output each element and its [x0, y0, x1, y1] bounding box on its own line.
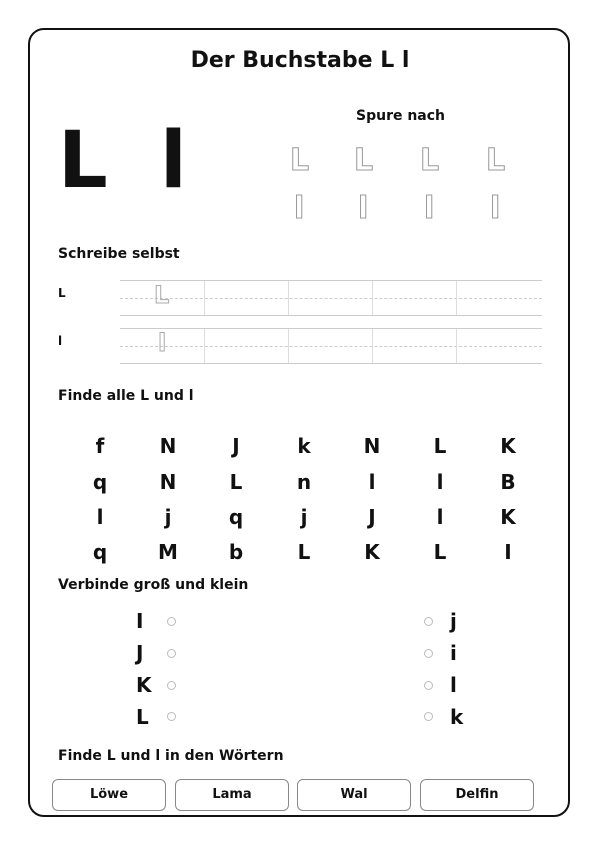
connect-dot-left[interactable]	[167, 681, 176, 690]
trace-upper-1: L	[290, 143, 310, 178]
trace-heading: Spure nach	[356, 108, 446, 124]
grid-letter[interactable]: I	[504, 540, 512, 564]
grid-letter[interactable]: b	[228, 540, 244, 564]
grid-letter[interactable]: K	[500, 505, 516, 529]
big-lowercase-letter: l	[160, 116, 187, 206]
connect-heading: Verbinde groß und klein	[58, 577, 249, 593]
write-ghost-letter: l	[158, 329, 167, 357]
grid-letter[interactable]: J	[232, 434, 240, 458]
page-title: Der Buchstabe L l	[190, 48, 410, 73]
write-row-label: l	[58, 334, 63, 348]
connect-right-letter: i	[450, 641, 457, 665]
write-ghost-letter: L	[154, 281, 170, 309]
trace-lower-1: l	[294, 191, 305, 226]
word-button-loewe[interactable]: Löwe	[52, 779, 166, 811]
connect-right-letter: l	[450, 673, 457, 697]
trace-lower-2: l	[358, 191, 369, 226]
grid-letter[interactable]: f	[95, 434, 105, 458]
write-line-upper[interactable]	[120, 280, 542, 316]
grid-letter[interactable]: B	[500, 470, 516, 494]
grid-letter[interactable]: l	[368, 470, 376, 494]
connect-dot-right[interactable]	[424, 712, 433, 721]
grid-letter[interactable]: K	[364, 540, 380, 564]
trace-lower-3: l	[424, 191, 435, 226]
grid-letter[interactable]: L	[229, 470, 243, 494]
big-uppercase-letter: L	[58, 116, 108, 206]
grid-letter[interactable]: N	[159, 434, 177, 458]
connect-right-letter: j	[450, 609, 457, 633]
trace-upper-4: L	[486, 143, 506, 178]
grid-letter[interactable]: q	[228, 505, 244, 529]
connect-left-letter: J	[136, 641, 144, 665]
grid-letter[interactable]: L	[297, 540, 311, 564]
write-row-label: L	[58, 286, 66, 300]
grid-letter[interactable]: L	[433, 540, 447, 564]
grid-letter[interactable]: n	[296, 470, 312, 494]
grid-letter[interactable]: K	[500, 434, 516, 458]
connect-left-letter: I	[136, 609, 144, 633]
trace-lower-4: l	[490, 191, 501, 226]
grid-letter[interactable]: k	[297, 434, 311, 458]
grid-letter[interactable]: J	[368, 505, 376, 529]
connect-left-letter: L	[136, 705, 149, 729]
grid-letter[interactable]: j	[164, 505, 172, 529]
write-line-lower[interactable]	[120, 328, 542, 364]
trace-upper-3: L	[420, 143, 440, 178]
grid-letter[interactable]: N	[159, 470, 177, 494]
connect-left-letter: K	[136, 673, 152, 697]
word-button-wal[interactable]: Wal	[297, 779, 411, 811]
find-heading: Finde alle L und l	[58, 388, 194, 404]
write-heading: Schreibe selbst	[58, 246, 180, 262]
word-button-delfin[interactable]: Delfin	[420, 779, 534, 811]
connect-right-letter: k	[450, 705, 464, 729]
connect-dot-right[interactable]	[424, 617, 433, 626]
trace-upper-2: L	[354, 143, 374, 178]
grid-letter[interactable]: L	[433, 434, 447, 458]
grid-letter[interactable]: N	[363, 434, 381, 458]
connect-dot-left[interactable]	[167, 649, 176, 658]
connect-dot-left[interactable]	[167, 712, 176, 721]
grid-letter[interactable]: l	[436, 505, 444, 529]
word-button-lama[interactable]: Lama	[175, 779, 289, 811]
grid-letter[interactable]: l	[96, 505, 104, 529]
grid-letter[interactable]: M	[158, 540, 178, 564]
connect-dot-right[interactable]	[424, 681, 433, 690]
connect-dot-left[interactable]	[167, 617, 176, 626]
connect-dot-right[interactable]	[424, 649, 433, 658]
grid-letter[interactable]: q	[92, 540, 108, 564]
grid-letter[interactable]: j	[300, 505, 308, 529]
words-heading: Finde L und l in den Wörtern	[58, 748, 284, 764]
grid-letter[interactable]: l	[436, 470, 444, 494]
grid-letter[interactable]: q	[92, 470, 108, 494]
